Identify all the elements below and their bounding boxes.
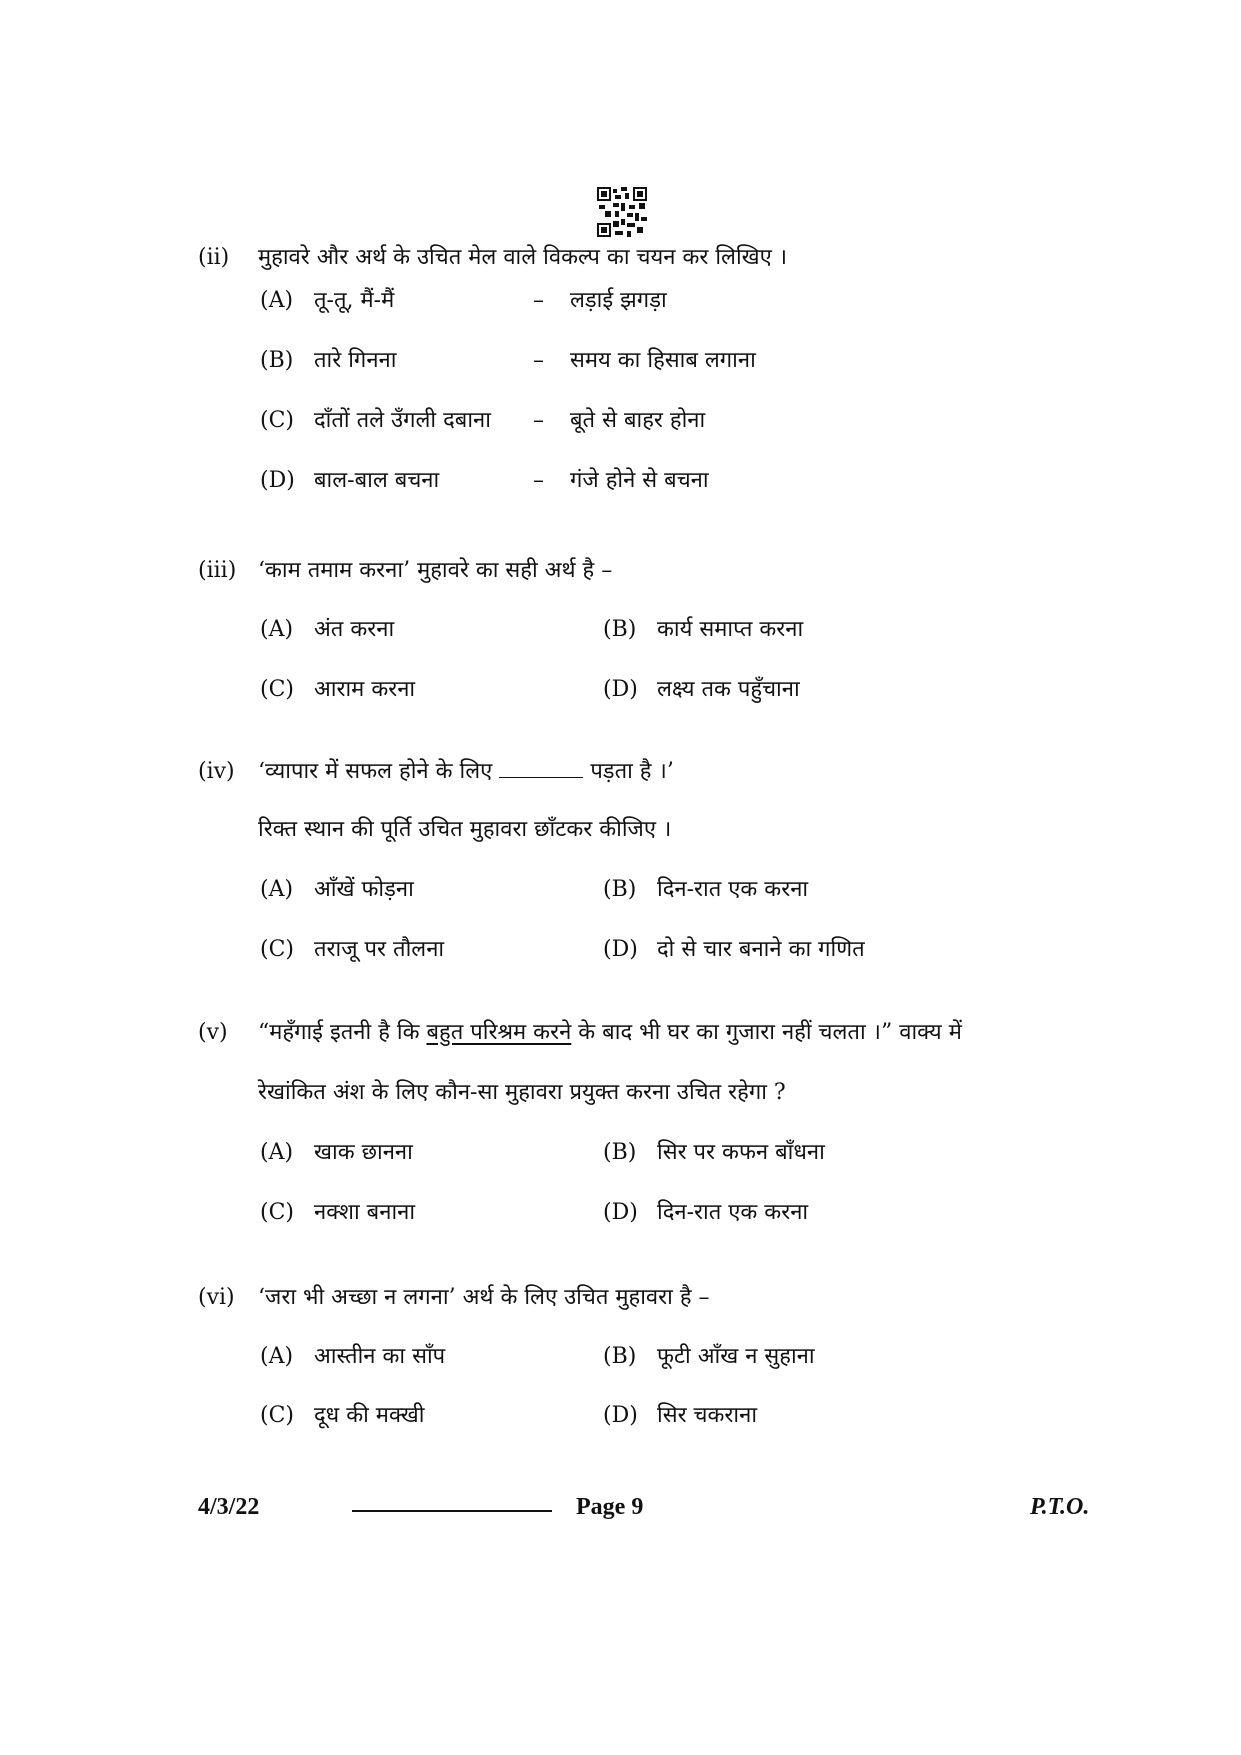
underlined-phrase: बहुत परिश्रम करने: [426, 1020, 572, 1045]
option-dash: –: [533, 468, 544, 493]
paper-code: 4/3/22: [198, 1494, 260, 1520]
option-label: (D): [603, 677, 638, 702]
option-dash: –: [533, 408, 544, 433]
option-text: दो से चार बनाने का गणित: [657, 937, 865, 962]
qr-code-image: [597, 187, 647, 237]
question-text-iii: ‘काम तमाम करना’ मुहावरे का सही अर्थ है –: [258, 558, 613, 583]
option-dash: –: [533, 348, 544, 373]
option-meaning: बूते से बाहर होना: [570, 408, 706, 433]
option-dash: –: [533, 288, 544, 313]
option-idiom: तारे गिनना: [314, 348, 397, 373]
option-label: (C): [260, 677, 294, 702]
option-text: लक्ष्य तक पहुँचाना: [657, 677, 800, 702]
question-number-v: (v): [198, 1020, 228, 1045]
option-label: (D): [603, 1200, 638, 1225]
option-idiom: बाल-बाल बचना: [314, 468, 440, 493]
option-text: फूटी आँख न सुहाना: [657, 1344, 815, 1369]
question-text-after-underline: के बाद भी घर का गुजारा नहीं चलता ।” वाक्य में: [578, 1020, 962, 1045]
option-label: (A): [260, 1344, 294, 1369]
option-label: (D): [603, 937, 638, 962]
question-text-after-blank: पड़ता है ।’: [590, 759, 674, 784]
question-text-v: [258, 1018, 962, 1048]
option-idiom: तू-तू, मैं-मैं: [314, 288, 395, 313]
option-label: (B): [603, 1140, 637, 1165]
option-label: (A): [260, 288, 294, 313]
question-number-iii: (iii): [198, 558, 237, 583]
option-label: (D): [603, 1403, 638, 1428]
option-label: (B): [603, 617, 637, 642]
option-text: कार्य समाप्त करना: [657, 617, 804, 642]
option-label: (C): [260, 937, 294, 962]
option-label: (A): [260, 1140, 294, 1165]
option-idiom: दाँतों तले उँगली दबाना: [314, 408, 491, 433]
question-number-ii: (ii): [198, 245, 230, 270]
question-text-vi: ‘जरा भी अच्छा न लगना’ अर्थ के लिए उचित मुहावरा है –: [258, 1285, 710, 1310]
question-text-before-underline: “महँगाई इतनी है कि: [258, 1020, 420, 1045]
option-text: आस्तीन का साँप: [314, 1344, 446, 1369]
question-text-ii: मुहावरे और अर्थ के उचित मेल वाले विकल्प का चयन कर लिखिए ।: [258, 245, 788, 270]
option-text: दिन-रात एक करना: [657, 877, 809, 902]
option-text: अंत करना: [314, 617, 395, 642]
question-number-vi: (vi): [198, 1285, 235, 1310]
option-text: खाक छानना: [314, 1140, 413, 1165]
option-text: सिर पर कफन बाँधना: [657, 1140, 825, 1165]
option-text: तराजू पर तौलना: [314, 937, 445, 962]
page-number: Page 9: [576, 1494, 644, 1520]
footer-divider: [352, 1510, 552, 1512]
option-text: सिर चकराना: [657, 1403, 758, 1428]
option-text: आँखें फोड़ना: [314, 877, 414, 902]
option-label: (B): [603, 1344, 637, 1369]
fill-in-blank: [499, 759, 583, 778]
option-text: नक्शा बनाना: [314, 1200, 416, 1225]
question-number-iv: (iv): [198, 759, 235, 784]
option-text: आराम करना: [314, 677, 416, 702]
option-label: (A): [260, 617, 294, 642]
option-meaning: गंजे होने से बचना: [570, 468, 709, 493]
pto-label: P.T.O.: [1030, 1494, 1090, 1520]
question-instruction-iv: रिक्त स्थान की पूर्ति उचित मुहावरा छाँटकर कीजिए ।: [258, 817, 672, 842]
option-label: (D): [260, 468, 295, 493]
option-text: दूध की मक्खी: [314, 1403, 425, 1428]
option-label: (A): [260, 877, 294, 902]
question-text-before-blank: ‘व्यापार में सफल होने के लिए: [258, 759, 493, 784]
option-meaning: लड़ाई झगड़ा: [570, 288, 667, 313]
question-text-iv: [258, 757, 674, 787]
option-text: दिन-रात एक करना: [657, 1200, 809, 1225]
option-label: (C): [260, 1403, 294, 1428]
option-label: (C): [260, 408, 294, 433]
option-label: (B): [260, 348, 294, 373]
option-label: (C): [260, 1200, 294, 1225]
question-instruction-v: रेखांकित अंश के लिए कौन-सा मुहावरा प्रयुक्त करना उचित रहेगा ?: [258, 1080, 786, 1105]
option-label: (B): [603, 877, 637, 902]
option-meaning: समय का हिसाब लगाना: [570, 348, 756, 373]
